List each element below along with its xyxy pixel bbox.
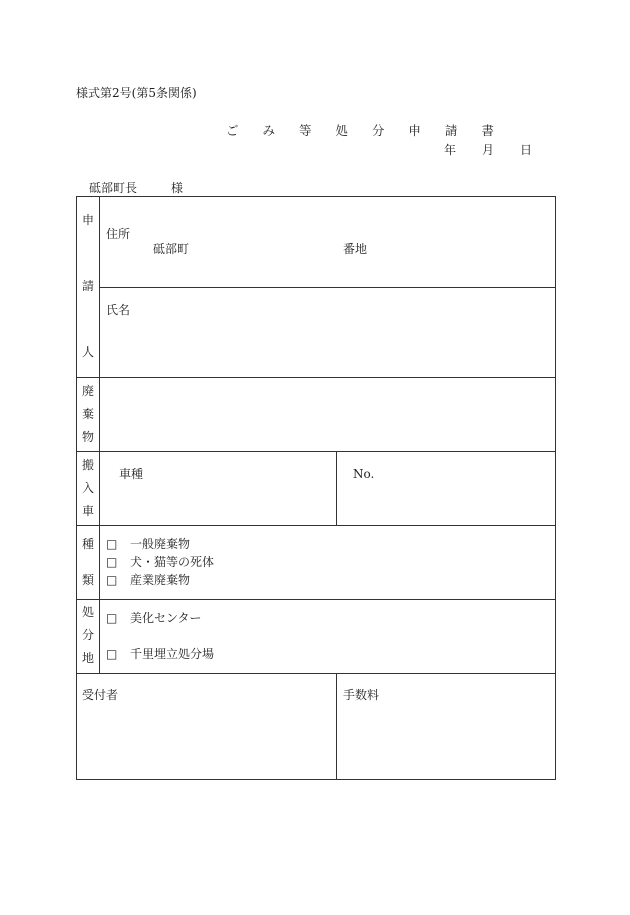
divider-applicant-waste	[76, 377, 556, 378]
table-border-bottom	[76, 779, 556, 780]
applicant-label-char-2: 請	[82, 279, 95, 293]
address-lot-label: 番地	[343, 242, 368, 256]
addressee-honorific: 様	[171, 181, 184, 195]
label-column-divider	[99, 196, 100, 673]
receiver-label: 受付者	[82, 688, 119, 702]
vehicle-label-char-2: 入	[82, 481, 95, 495]
date-year-label: 年	[444, 143, 457, 157]
waste-label-char-1: 廃	[82, 384, 95, 398]
site-label-char-3: 地	[82, 651, 95, 665]
divider-category-site	[76, 599, 556, 600]
address-town: 砥部町	[153, 242, 190, 256]
divider-address-name	[99, 287, 556, 288]
site-option-beautification-center[interactable]	[106, 612, 202, 624]
fee-label: 手数料	[343, 688, 380, 702]
vehicle-label-char-1: 搬	[82, 458, 95, 472]
category-option-general-waste[interactable]	[106, 538, 190, 550]
applicant-label-char-3: 人	[82, 345, 95, 359]
addressee-name: 砥部町長	[89, 181, 138, 195]
waste-label-char-2: 棄	[82, 407, 95, 421]
category-label-char-2: 類	[82, 573, 95, 587]
addressee	[89, 179, 183, 196]
category-label-char-1: 種	[82, 537, 95, 551]
option-label: 産業廃棄物	[130, 573, 191, 587]
checkbox-icon[interactable]: □	[106, 573, 118, 587]
checkbox-icon[interactable]: □	[106, 611, 118, 625]
date-line	[444, 141, 532, 158]
applicant-label-char-1: 申	[82, 213, 95, 227]
divider-waste-vehicle	[76, 451, 556, 452]
option-label: 一般廃棄物	[130, 537, 191, 551]
divider-vehicle-category	[76, 525, 556, 526]
checkbox-icon[interactable]: □	[106, 555, 118, 569]
checkbox-icon[interactable]: □	[106, 647, 118, 661]
table-border-right	[555, 196, 556, 780]
waste-label-char-3: 物	[82, 430, 95, 444]
vehicle-column-divider	[336, 451, 337, 525]
date-day-label: 日	[520, 143, 533, 157]
category-option-animal-carcass[interactable]	[106, 556, 214, 568]
site-label-char-1: 処	[82, 605, 95, 619]
date-month-label: 月	[482, 143, 495, 157]
address-label: 住所	[106, 227, 131, 241]
checkbox-icon[interactable]: □	[106, 537, 118, 551]
option-label: 犬・猫等の死体	[130, 555, 215, 569]
form-number: 様式第2号(第5条関係)	[76, 86, 197, 100]
divider-site-footer	[76, 673, 556, 674]
vehicle-type-label: 車種	[119, 467, 144, 481]
option-label: 千里埋立処分場	[130, 647, 215, 661]
footer-column-divider	[336, 673, 337, 780]
page-title: ご み 等 処 分 申 請 書	[226, 123, 504, 138]
name-label: 氏名	[106, 303, 131, 317]
table-border-left	[76, 196, 77, 780]
table-border-top	[76, 196, 556, 197]
category-option-industrial-waste[interactable]	[106, 574, 190, 586]
vehicle-number-label: No.	[353, 467, 375, 481]
site-option-senri-landfill[interactable]	[106, 648, 214, 660]
option-label: 美化センター	[130, 611, 202, 625]
vehicle-label-char-3: 車	[82, 504, 95, 518]
site-label-char-2: 分	[82, 628, 95, 642]
